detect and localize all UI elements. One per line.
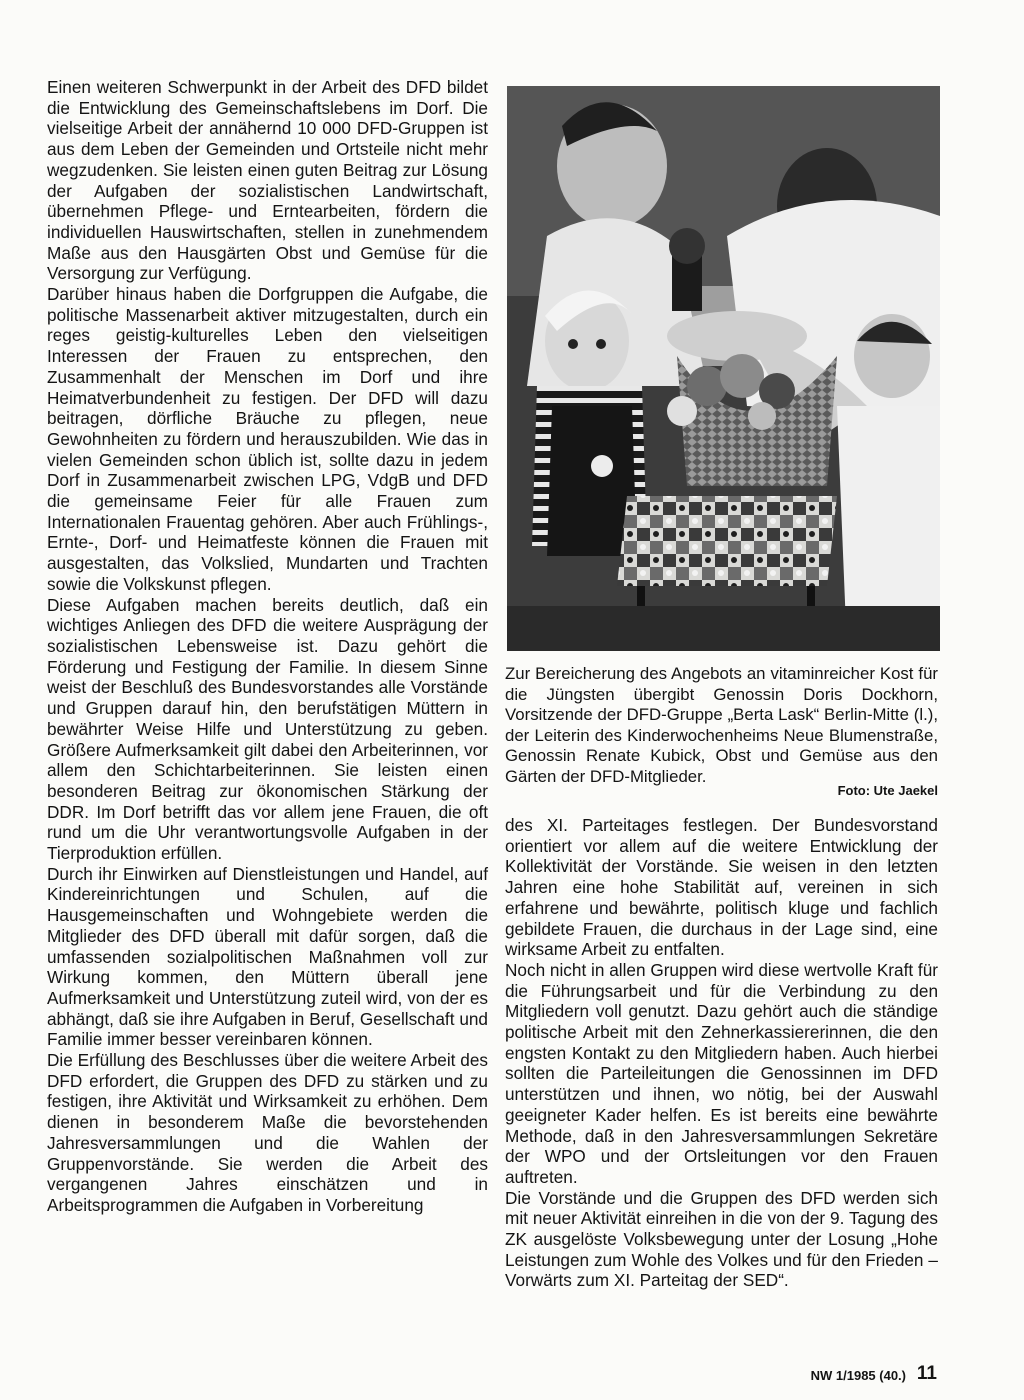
- paragraph: Durch ihr Einwirken auf Dienstleistungen und Handel, auf Kindereinrichtungen und Schulen, auf die Hausgemeinschaften und Wohngebiete werden die Mitglieder des DFD überall mit dafür sorgen, daß die umfassenden sozialpolitischen Maßnahmen voll zur Wirkung kommen, den Müttern überall jene Aufmerksamkeit und Unterstützung zuteil wird, von der es abhängt, daß sie ihre Aufgaben in Beruf, Gesellschaft und Familie immer besser vereinbaren können.: [47, 863, 488, 1050]
- right-text-column: [505, 815, 938, 1291]
- paragraph: Die Vorstände und die Gruppen des DFD werden sich mit neuer Aktivität einreihen in die von der 9. Tagung des ZK ausgelöste Volksbewegung unter der Losung „Hohe Leistungen zum Wohle des Volkes und für den Frieden – Vorwärts zum XI. Parteitag der SED“.: [505, 1187, 938, 1291]
- photo-credit: Foto: Ute Jaekel: [837, 783, 938, 798]
- page-number: 11: [916, 1363, 937, 1384]
- paragraph: Einen weiteren Schwerpunkt in der Arbeit des DFD bildet die Entwicklung des Gemeinschaftslebens im Dorf. Die vielseitige Arbeit der annähernd 10 000 DFD-Gruppen ist aus dem Leben der Gemeinden und Ortsteile nicht mehr wegzudenken. Sie leisten einen guten Beitrag zur Lösung der Aufgaben der sozialistischen Landwirtschaft, übernehmen Pflege- und Erntearbeiten, fördern die individuellen Hauswirtschaften, stellen in zunehmendem Maße aus den Hausgärten Obst und Gemüse für die Versorgung zur Verfügung.: [47, 77, 488, 284]
- photo-illustration: [507, 86, 940, 651]
- paragraph: Noch nicht in allen Gruppen wird diese wertvolle Kraft für die Führungsarbeit und für die Verbindung zu den Mitgliedern voll genutzt. Dazu gehört auch die ständige politische Arbeit mit den Zehnerkassiererinnen, die den engsten Kontakt zu den Mitgliedern haben. Auch hierbei sollten die Parteileitungen die Genossinnen im DFD unterstützen und ihnen, wo nötig, bei der Auswahl geeigneter Kader helfen. Es ist bereits eine bewährte Methode, daß in den Jahresversammlungen Sekretäre der WPO und der Ortsleitungen vor den Frauen auftreten.: [505, 959, 938, 1187]
- issue-reference: NW 1/1985 (40.): [810, 1368, 906, 1383]
- photo-caption: Zur Bereicherung des Angebots an vitaminreicher Kost für die Jüngsten übergibt Genossin Doris Dockhorn, Vorsitzende der DFD-Gruppe „Berta Lask“ Berlin-Mitte (l.), der Leiterin des Kinderwochenheims Neue Blumenstraße, Genossin Renate Kubick, Obst und Gemüse aus den Gärten der DFD-Mitglieder.: [505, 664, 938, 786]
- paragraph: des XI. Parteitages festlegen. Der Bundesvorstand orientiert vor allem auf die weitere Entwicklung der Kollektivität der Vorstände. Sie weisen in den letzten Jahren eine hohe Stabilität auf, vereinen in sich erfahrene und bewährte, politisch kluge und fachlich gebildete Frauen, die durchaus in der Lage sind, eine wirksame Arbeit zu entfalten.: [505, 815, 938, 960]
- paragraph: Diese Aufgaben machen bereits deutlich, daß ein wichtiges Anliegen des DFD die weitere Ausprägung der sozialistischen Lebensweise ist. Dazu gehört die Förderung und Festigung der Familie. In diesem Sinne weist der Beschluß des Bundesvorstandes alle Vorstände und Gruppen darauf hin, den berufstätigen Müttern in bewährter Weise Hilfe und Unterstützung zu geben. Größere Aufmerksamkeit gilt dabei den Arbeiterinnen, vor allem den Schichtarbeiterinnen. Sie leisten einen besonderen Beitrag zur ökonomischen Stärkung der DDR. Im Dorf betrifft das vor allem jene Frauen, die oft rund um die Uhr verantwortungsvolle Aufgaben in der Tierproduktion erfüllen.: [47, 594, 488, 864]
- left-text-column: [47, 77, 488, 1216]
- paragraph: Die Erfüllung des Beschlusses über die weitere Arbeit des DFD erfordert, die Gruppen des DFD zu stärken und zu festigen, ihre Aktivität und Wirksamkeit zu erhöhen. Dem dienen in besonderem Maße die bevorstehenden Jahresversammlungen und die Wahlen der Gruppenvorstände. Sie werden die Arbeit des vergangenen Jahres einschätzen und in Arbeitsprogrammen die Aufgaben in Vorbereitung: [47, 1050, 488, 1215]
- paragraph: Darüber hinaus haben die Dorfgruppen die Aufgabe, die politische Massenarbeit aktiver mitzugestalten, durch ein reges geistig-kulturelles Leben den vielseitigen Interessen der Frauen zu entsprechen, den Zusammenhalt der Menschen im Dorf und ihre Heimatverbundenheit zu festigen. Der DFD will dazu beitragen, dörfliche Bräuche zu pflegen, neue Gewohnheiten zu fördern und herauszubilden. Wie das in vielen Gemeinden schon üblich ist, sollte dazu in jedem Dorf in Zusammenarbeit zwischen LPG, VdgB und DFD die gemeinsame Feier für alle Frauen zum Internationalen Frauentag gehören. Aber auch Frühlings-, Ernte-, Dorf- und Heimatfeste können die Frauen mit ausgestalten, das Volkslied, Mundarten und Trachten sowie die Volkskunst pflegen.: [47, 284, 488, 594]
- news-photo: [507, 86, 940, 651]
